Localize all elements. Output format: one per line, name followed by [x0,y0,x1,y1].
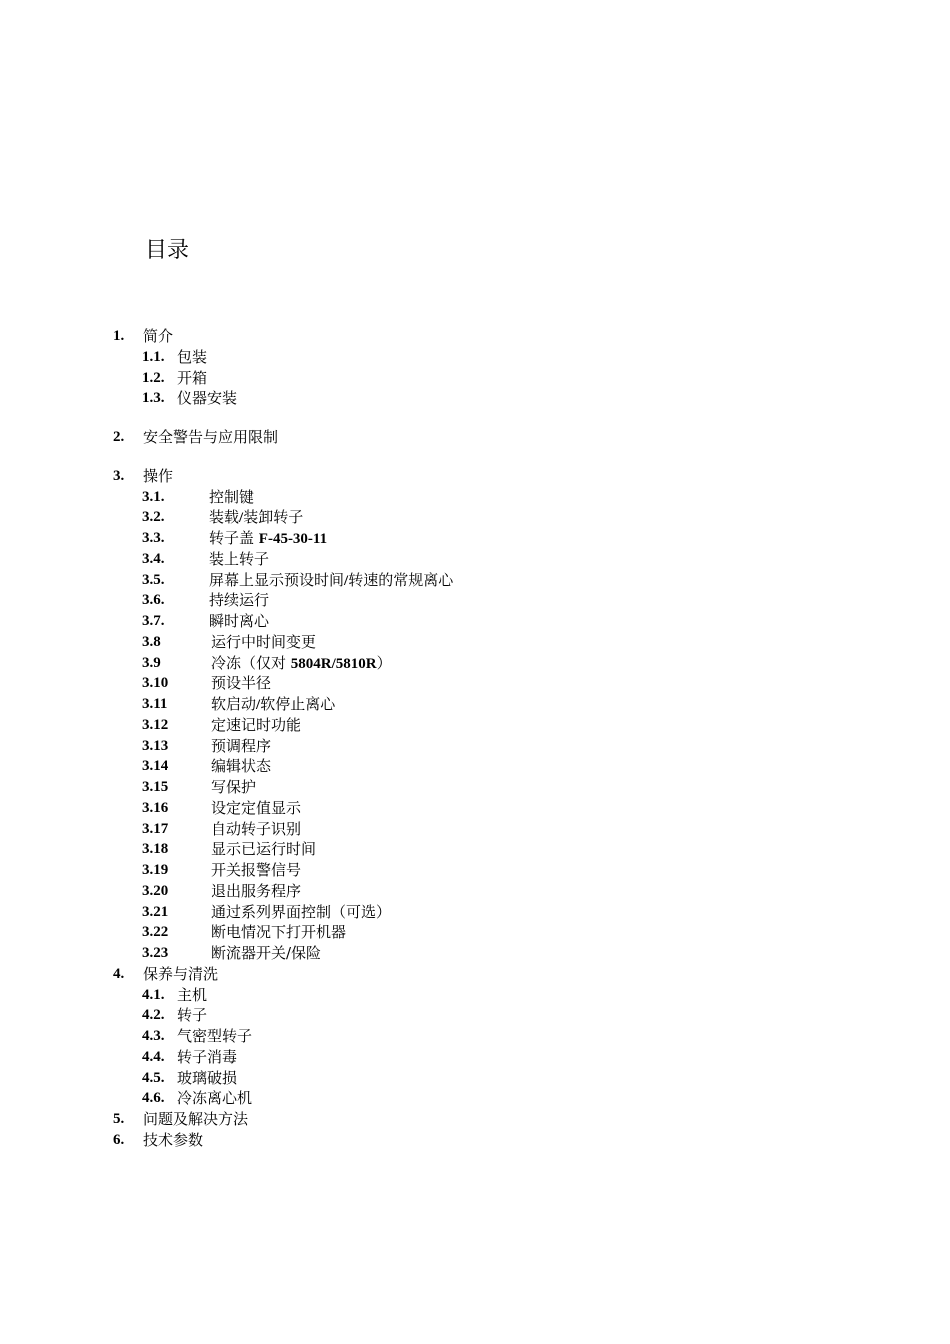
toc-label: 开关报警信号 [211,861,302,879]
toc-label: 包装 [177,347,208,366]
toc-label [211,694,335,716]
toc-label: 定速记时功能 [211,715,302,734]
toc-entry-3-18[interactable] [0,839,950,860]
toc-label-part: / [256,697,261,713]
toc-number: 3.8 [142,633,161,650]
toc-entry-3-2[interactable] [0,507,950,528]
toc-number: 3.12 [142,716,169,733]
toc-label-part: 软启动 [211,695,257,713]
toc-number: 3.9 [142,654,161,671]
toc-label: 持续运行 [209,591,270,610]
toc-number: 3.21 [142,903,169,920]
toc-entry-1[interactable] [0,326,950,347]
table-of-contents [0,326,950,1151]
toc-entry-3-5[interactable] [0,570,950,591]
toc-label-part: / [239,510,244,527]
toc-entry-3-23[interactable] [0,943,950,964]
toc-number: 3. [113,467,125,484]
toc-label: 转子 [177,1006,208,1025]
toc-number: 3.14 [142,758,169,775]
toc-number: 5. [113,1111,125,1127]
toc-label-part: 屏幕上显示预设时间 [209,570,345,589]
toc-label: 退出服务程序 [211,881,302,900]
toc-entry-6[interactable] [0,1130,950,1151]
toc-label: 玻璃破损 [177,1068,238,1087]
toc-entry-4-6[interactable] [0,1088,950,1109]
toc-number: 3.19 [142,862,169,878]
toc-number: 4.6. [142,1090,165,1107]
toc-label-part: 转速的常规离心 [348,570,454,589]
toc-number: 1. [113,328,125,344]
toc-number: 4. [113,965,125,982]
toc-number: 3.10 [142,675,169,692]
toc-entry-3-16[interactable] [0,798,950,819]
toc-number: 2. [113,429,125,445]
toc-number: 3.3. [142,530,165,546]
toc-label: 断流器开关/保险 [211,944,322,962]
toc-number: 3.15 [142,779,169,795]
toc-label [209,507,303,529]
toc-entry-1-3[interactable] [0,388,950,409]
toc-number: 3.1. [142,488,165,505]
toc-label: 冷冻离心机 [177,1089,253,1108]
toc-entry-4[interactable] [0,964,950,985]
toc-entry-5[interactable] [0,1109,950,1130]
toc-label: 开箱 [177,368,208,387]
toc-label: 仪器安装 [177,389,238,408]
toc-label: 气密型转子 [177,1027,253,1045]
toc-number: 3.17 [142,820,169,837]
toc-label: 运行中时间变更 [211,632,317,651]
toc-label [209,528,327,550]
toc-entry-3[interactable] [0,466,950,487]
toc-label: 简介 [143,327,174,345]
toc-entry-1-1[interactable] [0,347,950,368]
toc-entry-3-14[interactable] [0,756,950,777]
toc-label-part: / [344,572,349,589]
toc-label [209,570,453,592]
toc-label: 预调程序 [211,736,272,755]
toc-label: 问题及解决方法 [143,1110,249,1128]
spacer [0,448,950,466]
toc-number: 4.2. [142,1007,165,1024]
toc-entry-3-22[interactable] [0,922,950,943]
toc-number: 3.7. [142,613,165,629]
toc-entry-4-1[interactable] [0,985,950,1006]
toc-entry-3-19[interactable] [0,860,950,881]
toc-entry-3-8[interactable] [0,632,950,653]
toc-entry-3-3[interactable] [0,528,950,549]
toc-entry-4-4[interactable] [0,1047,950,1068]
toc-number: 4.3. [142,1028,165,1044]
toc-label-part: F-45-30-11 [258,531,328,547]
spacer [0,409,950,427]
toc-number: 3.11 [142,696,168,712]
toc-number: 4.4. [142,1048,165,1065]
toc-number: 3.23 [142,945,169,961]
toc-entry-2[interactable] [0,427,950,448]
toc-label: 转子消毒 [177,1047,238,1066]
toc-number: 1.3. [142,390,165,407]
toc-label-part: 转子盖 [209,529,259,547]
toc-number: 3.2. [142,509,165,526]
toc-number: 4.1. [142,986,165,1003]
toc-label: 编辑状态 [211,757,272,776]
toc-entry-3-7[interactable] [0,611,950,632]
toc-label [211,653,392,675]
toc-label: 控制键 [209,487,255,506]
toc-number: 1.1. [142,348,165,365]
toc-entry-3-9[interactable] [0,653,950,674]
toc-label-part: ） [376,653,392,672]
toc-entry-3-11[interactable] [0,694,950,715]
toc-label: 瞬时离心 [209,612,270,630]
toc-entry-3-4[interactable] [0,549,950,570]
toc-entry-3-15[interactable] [0,777,950,798]
toc-label-part: 冷冻（仅对 [211,653,291,672]
toc-label: 装上转子 [209,549,270,568]
toc-entry-3-17[interactable] [0,819,950,840]
toc-number: 4.5. [142,1069,165,1086]
toc-entry-4-2[interactable] [0,1005,950,1026]
toc-entry-3-1[interactable] [0,487,950,508]
page-title: 目录 [145,238,190,263]
toc-label: 自动转子识别 [211,819,302,838]
toc-label-part: 软停止离心 [260,695,336,713]
toc-label: 显示已运行时间 [211,840,317,859]
toc-number: 3.6. [142,592,165,609]
toc-label: 主机 [177,985,208,1004]
toc-number: 3.5. [142,571,165,588]
toc-number: 6. [113,1131,125,1148]
toc-label: 操作 [143,466,174,485]
toc-number: 1.2. [142,369,165,386]
toc-entry-3-12[interactable] [0,715,950,736]
toc-label: 通过系列界面控制（可选） [211,902,392,921]
toc-entry-3-6[interactable] [0,590,950,611]
toc-entry-4-3[interactable] [0,1026,950,1047]
toc-label: 预设半径 [211,674,272,693]
toc-number: 3.22 [142,924,169,941]
toc-label: 写保护 [211,778,257,796]
toc-label-part: 5804R/5810R [290,655,377,672]
toc-label: 技术参数 [143,1130,204,1149]
toc-label: 安全警告与应用限制 [143,428,279,446]
toc-entry-3-10[interactable] [0,673,950,694]
toc-label: 断电情况下打开机器 [211,923,347,942]
toc-label-part: 装卸转子 [243,508,304,527]
toc-label: 设定定值显示 [211,798,302,817]
toc-number: 3.20 [142,882,169,899]
toc-number: 3.16 [142,799,169,816]
toc-entry-3-21[interactable] [0,902,950,923]
toc-label: 保养与清洗 [143,964,219,983]
toc-number: 3.4. [142,550,165,567]
toc-label-part: 装载 [209,508,240,527]
toc-number: 3.18 [142,841,169,858]
toc-number: 3.13 [142,737,169,754]
toc-entry-4-5[interactable] [0,1068,950,1089]
toc-entry-1-2[interactable] [0,368,950,389]
toc-entry-3-13[interactable] [0,736,950,757]
toc-entry-3-20[interactable] [0,881,950,902]
